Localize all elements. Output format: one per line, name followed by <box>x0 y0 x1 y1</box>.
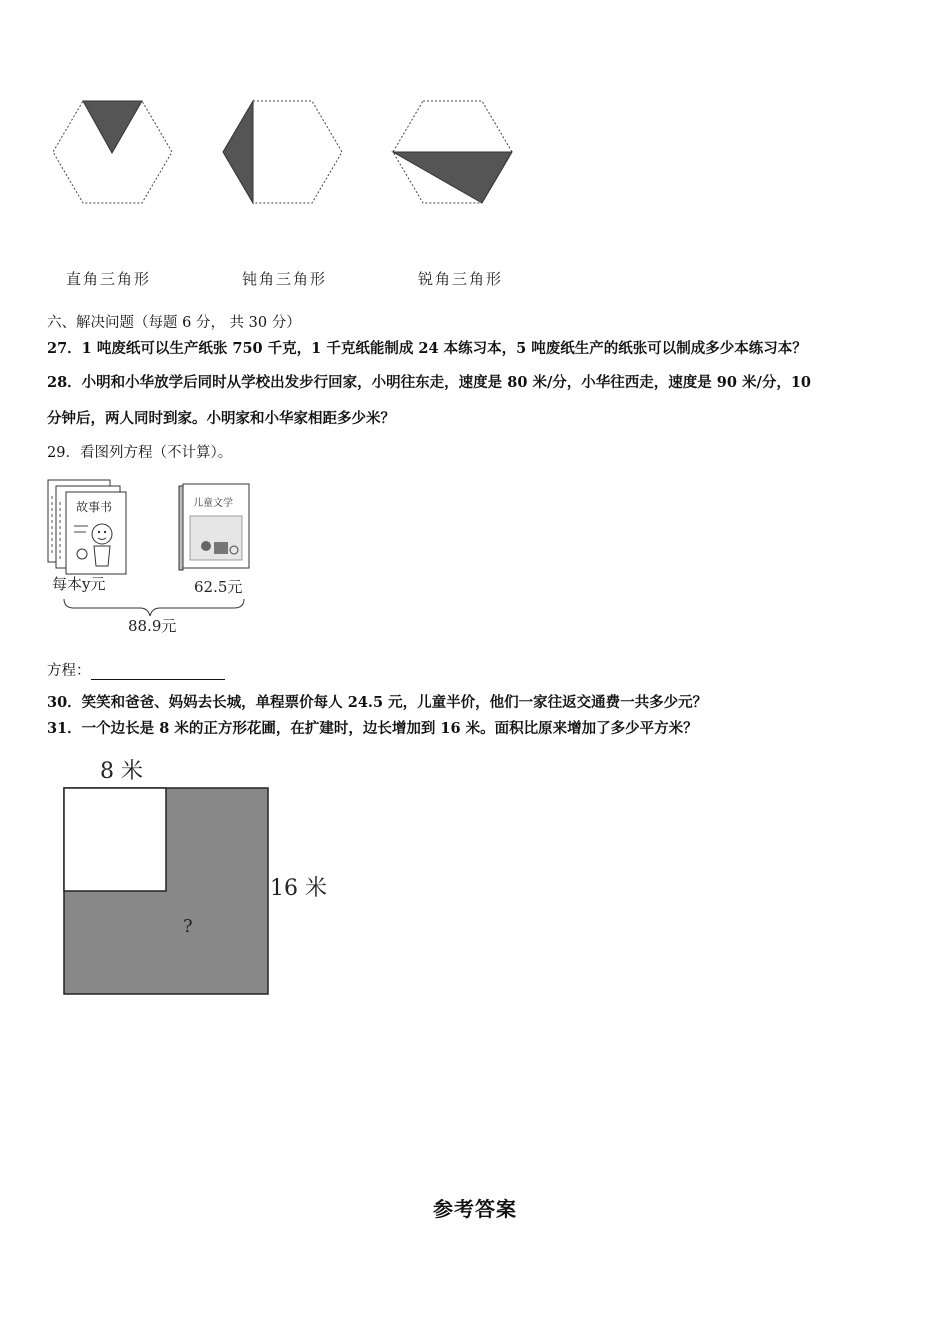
story-book-title: 故事书 <box>76 500 113 514</box>
triangle-label-obtuse: 钝角三角形 <box>242 270 328 288</box>
equation-line <box>47 659 225 680</box>
top-side-label: 8 米 <box>100 759 143 784</box>
hexagon-acute-triangle-figure <box>390 98 515 208</box>
section-heading: 六、解决问题（每题 6 分， 共 30 分） <box>47 315 301 331</box>
hexagon-right-triangle-figure <box>50 98 175 208</box>
square-garden-figure <box>48 750 338 1000</box>
single-price-label: 62.5元 <box>194 578 243 596</box>
equation-label: 方程： <box>47 663 91 679</box>
triangle-label-right: 直角三角形 <box>66 270 152 288</box>
equation-blank[interactable] <box>91 665 225 680</box>
hexagon-obtuse-triangle-figure <box>220 98 345 208</box>
books-illustration <box>44 476 259 638</box>
question-28-line2: 分钟后，两人同时到家。小明家和小华家相距多少米？ <box>47 410 395 427</box>
question-28-line1: 28．小明和小华放学后同时从学校出发步行回家，小明往东走，速度是 80 米/分，小华往西走，速度是 90 米/分，10 <box>47 374 811 391</box>
question-31: 31．一个边长是 8 米的正方形花圃，在扩建时，边长增加到 16 米。面积比原来增加了多少平方米？ <box>47 720 698 737</box>
question-mark-label: ? <box>183 916 193 937</box>
each-price-label: 每本y元 <box>52 575 106 593</box>
answer-title: 参考答案 <box>433 1197 517 1221</box>
triangle-label-acute: 锐角三角形 <box>418 270 504 288</box>
question-30: 30．笑笑和爸爸、妈妈去长城，单程票价每人 24.5 元，儿童半价，他们一家往返交通费一共多少元？ <box>47 694 708 711</box>
right-side-label: 16 米 <box>270 876 327 901</box>
total-price-label: 88.9元 <box>128 617 177 635</box>
question-27: 27．1 吨废纸可以生产纸张 750 千克，1 千克纸能制成 24 本练习本，5 吨废纸生产的纸张可以制成多少本练习本？ <box>47 340 807 357</box>
children-lit-title: 儿童文学 <box>193 498 233 509</box>
question-29: 29．看图列方程（不计算）。 <box>47 445 233 461</box>
